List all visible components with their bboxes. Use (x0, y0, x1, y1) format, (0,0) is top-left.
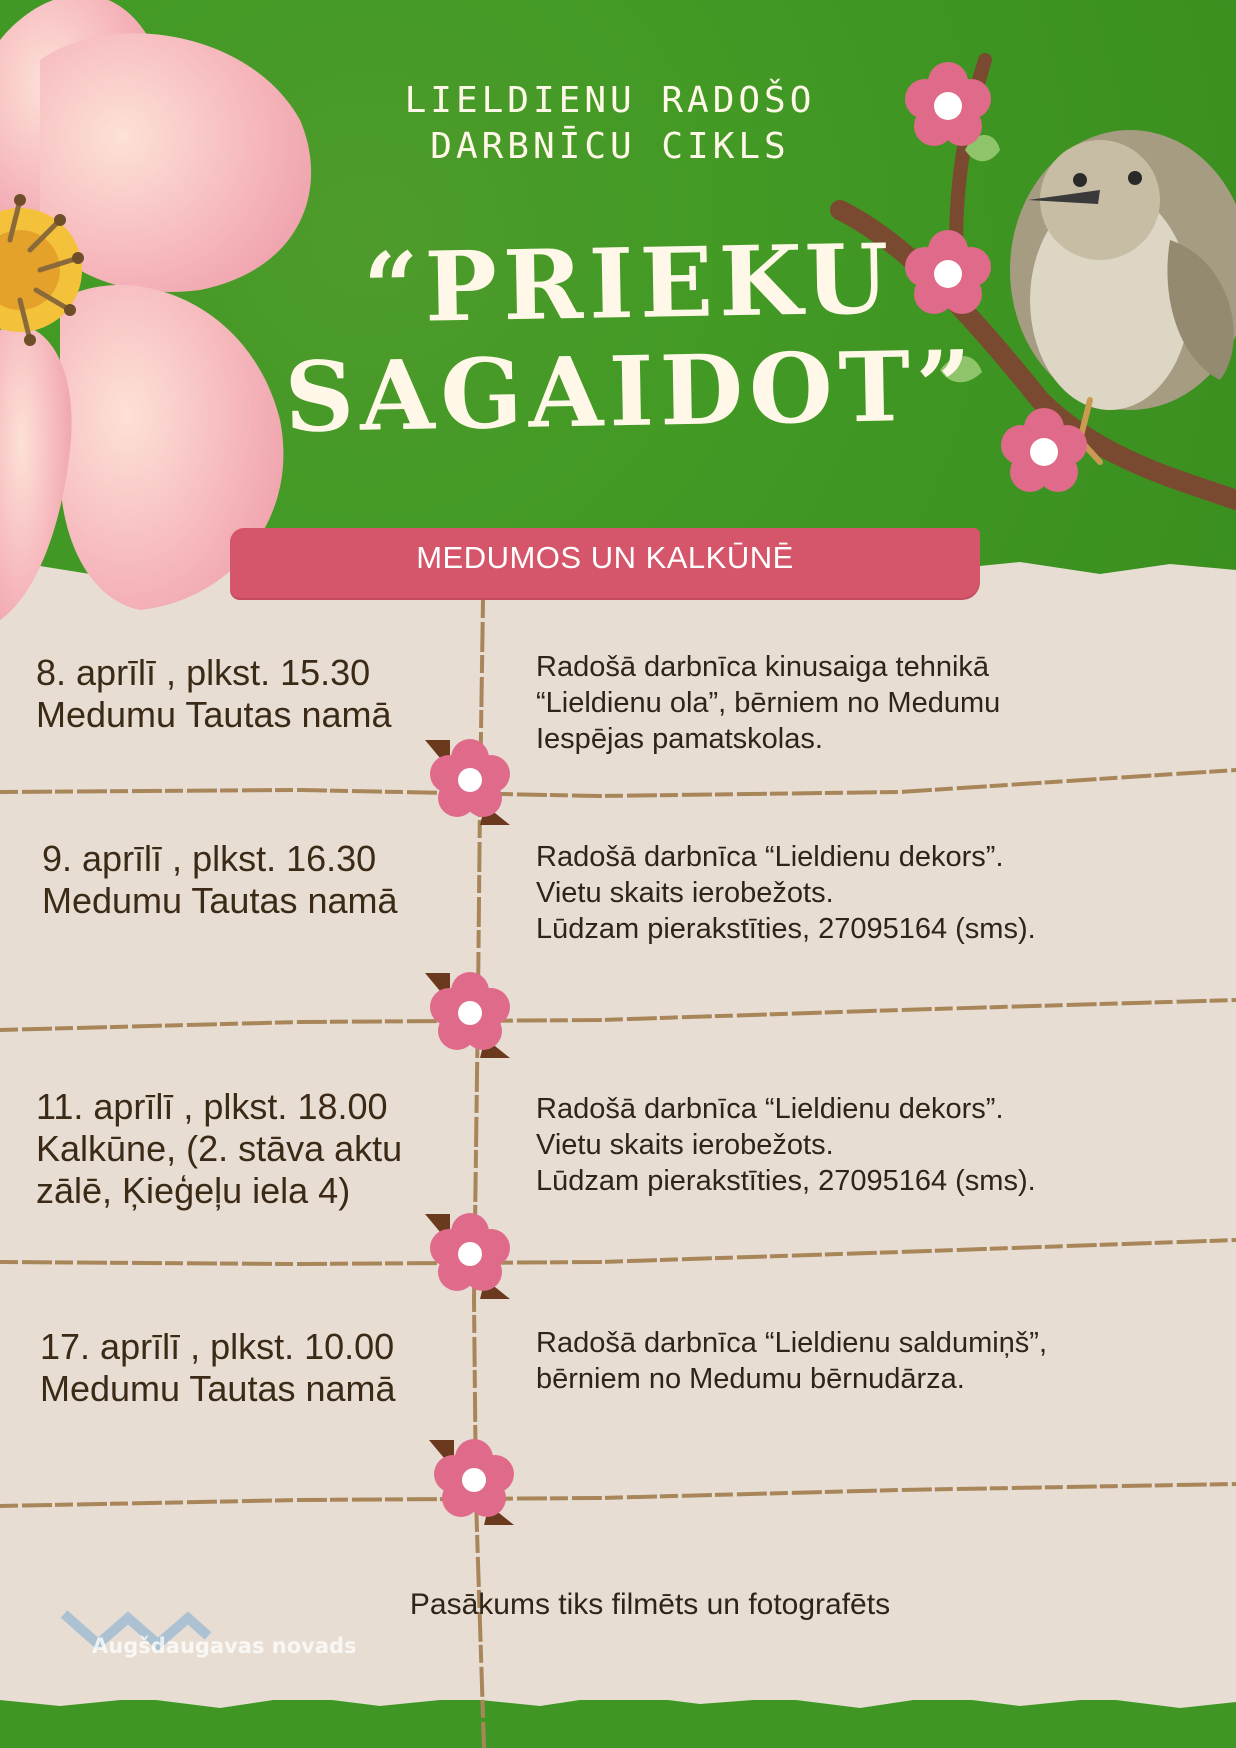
event-1-description (536, 650, 1000, 758)
event-2-date-line-2: Medumu Tautas namā (42, 879, 398, 921)
event-3-description (536, 1092, 1036, 1200)
event-2-desc-line-2: Vietu skaits ierobežots. (536, 876, 834, 909)
event-4-description (536, 1326, 1047, 1398)
event-3-date (36, 1086, 402, 1211)
location-ribbon-label: MEDUMOS UN KALKŪNĒ (416, 540, 794, 575)
title-line-2: SAGAIDOT” (283, 328, 979, 454)
municipality-logo-text: Augšdaugavas novads (92, 1634, 357, 1658)
subtitle-line-2: DARBNĪCU CIKLS (430, 126, 790, 168)
event-4-date-line-1: 17. aprīlī , plkst. 10.00 (40, 1326, 395, 1367)
event-2-desc-line-1: Radošā darbnīca “Lieldienu dekors”. (536, 841, 1004, 873)
event-2-date-line-1: 9. aprīlī , plkst. 16.30 (42, 838, 377, 879)
event-1-date (36, 652, 392, 736)
event-1-date-line-1: 8. aprīlī , plkst. 15.30 (36, 652, 371, 693)
event-3-desc-line-2: Vietu skaits ierobežots. (536, 1128, 834, 1161)
event-2-desc-line-3: Lūdzam pierakstīties, 27095164 (sms). (536, 912, 1036, 945)
title-line-1: “PRIEKU (362, 222, 896, 345)
event-3-date-line-1: 11. aprīlī , plkst. 18.00 (36, 1086, 388, 1127)
event-4-desc-line-2: bērniem no Medumu bērnudārza. (536, 1362, 965, 1395)
event-3-desc-line-3: Lūdzam pierakstīties, 27095164 (sms). (536, 1164, 1036, 1197)
event-4-desc-line-1: Radošā darbnīca “Lieldienu saldumiņš”, (536, 1327, 1048, 1359)
event-4-date (40, 1326, 396, 1410)
event-1-desc-line-1: Radošā darbnīca kinusaiga tehnikā (536, 651, 990, 683)
event-2-description (536, 840, 1036, 948)
event-1-date-line-2: Medumu Tautas namā (36, 693, 392, 735)
event-2-date (42, 838, 398, 922)
event-1-desc-line-3: Iespējas pamatskolas. (536, 722, 823, 755)
event-1-desc-line-2: “Lieldienu ola”, bērniem no Medumu (536, 686, 1001, 719)
event-3-date-line-3: zālē, Ķieģeļu iela 4) (36, 1169, 351, 1211)
subtitle-line-1: LIELDIENU RADOŠO (404, 80, 816, 121)
event-3-date-line-2: Kalkūne, (2. stāva aktu (36, 1127, 403, 1169)
filming-notice-text: Pasākums tiks filmēts un fotografēts (409, 1588, 891, 1621)
event-4-date-line-2: Medumu Tautas namā (40, 1367, 396, 1409)
event-3-desc-line-1: Radošā darbnīca “Lieldienu dekors”. (536, 1093, 1004, 1125)
